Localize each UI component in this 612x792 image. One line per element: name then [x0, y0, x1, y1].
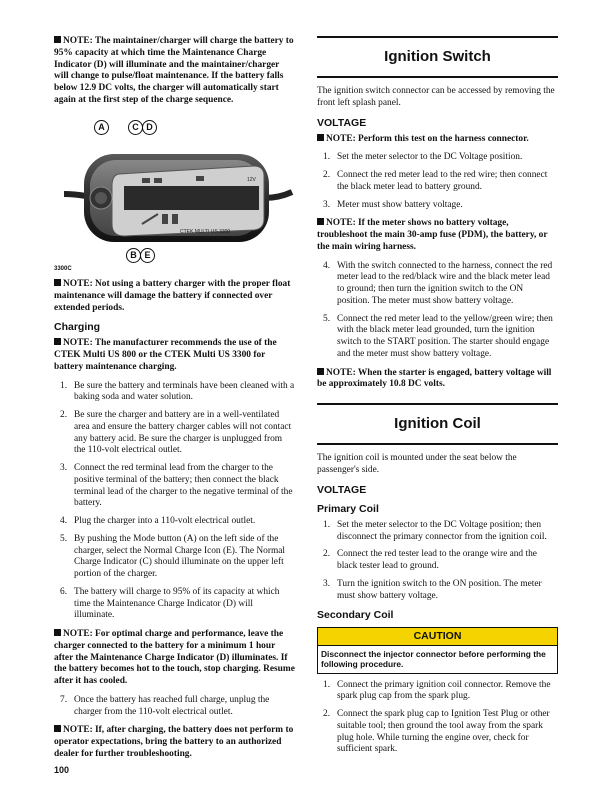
- caution-box: [317, 627, 558, 674]
- step-text: Connect the spark plug cap to Ignition Test Plug or other suitable tool; then ground the tool away from the spark plug hole. While turning the engine over, check for sufficient spark.: [337, 709, 550, 755]
- step-text: Be sure the battery and terminals have been cleaned with a baking soda and water solution.: [74, 380, 295, 403]
- list-item: [317, 680, 558, 704]
- step-number: 1.: [323, 679, 331, 690]
- caution-title: CAUTION: [318, 628, 557, 646]
- note-text: NOTE: When the starter is engaged, battery voltage will be approximately 10.8 DC volts.: [317, 367, 552, 390]
- section-title-ignition-switch: Ignition Switch: [317, 36, 558, 78]
- volt-label: 12V: [247, 176, 256, 183]
- callout-e: E: [140, 248, 155, 263]
- switch-steps-a: [317, 152, 558, 211]
- note-dealer: [54, 725, 295, 760]
- step-text: By pushing the Mode button (A) on the left side of the charger, select the Normal Charge Icon (E). The Normal Charge Indicator (C) should illuminate on the upper left portion of the charger.: [74, 533, 286, 580]
- callout-c: C: [128, 120, 143, 135]
- list-item: [54, 534, 295, 581]
- list-item: [317, 261, 558, 308]
- step-text: The battery will charge to 95% of its capacity at which time the Maintenance Charge Indicator (D) will illuminate.: [74, 586, 280, 621]
- step-text: Once the battery has reached full charge, unplug the charger from the 110-volt electrical outlet.: [74, 694, 270, 717]
- step-number: 4.: [60, 516, 68, 527]
- step-number: 2.: [323, 549, 331, 560]
- list-item: [317, 579, 558, 603]
- step-number: 3.: [60, 463, 68, 474]
- step-number: 7.: [60, 694, 68, 705]
- note-charger-95: [54, 36, 295, 107]
- step-text: With the switch connected to the harness, connect the red meter lead to the red/black wire and the black meter lead to ground; then turn the ignition switch to the ON position. The meter must show battery voltage.: [337, 260, 553, 306]
- charging-steps: [54, 381, 295, 623]
- note-text: NOTE: The manufacturer recommends the use of the CTEK Multi US 800 or the CTEK Multi US 3300 for battery maintenance charging.: [54, 338, 277, 372]
- heading-voltage: VOLTAGE: [317, 116, 367, 129]
- list-item: [317, 200, 558, 212]
- note-text: NOTE: If the meter shows no battery voltage, troubleshoot the main 30-amp fuse (PDM), the battery, or the main wiring harness.: [317, 218, 548, 252]
- list-item: [317, 152, 558, 164]
- step-text: Connect the red meter lead to the red wire; then connect the black meter lead to battery ground.: [337, 170, 548, 192]
- list-item: [54, 463, 295, 510]
- list-item: [317, 709, 558, 756]
- step-number: 4.: [323, 260, 331, 271]
- left-column: [54, 36, 295, 768]
- note-text: NOTE: If, after charging, the battery does not perform to operator expectations, bring the battery to an authorized dealer for further troubleshooting.: [54, 725, 294, 759]
- step-text: Be sure the charger and battery are in a well-ventilated area and ensure the battery charger cables will not contact any battery acid. Be sure the charger is unplugged from the 110-volt electrical outlet.: [74, 410, 292, 456]
- step-text: Connect the primary ignition coil connector. Remove the spark plug cap from the spark plug.: [337, 679, 551, 702]
- step-number: 1.: [323, 152, 331, 163]
- note-square-icon: [54, 725, 61, 732]
- list-item: [54, 695, 295, 719]
- brand-label: CTEK MULTI US 3300: [180, 228, 231, 235]
- charger-figure: [54, 114, 295, 264]
- note-square-icon: [54, 279, 61, 286]
- step-number: 2.: [323, 170, 331, 181]
- note-harness: [317, 134, 558, 146]
- step-text: Connect the red meter lead to the yellow/green wire; then with the black meter lead grounded, turn the ignition switch to the START position. The starter should engage and the meter must show battery voltage.: [337, 313, 553, 359]
- list-item: [317, 549, 558, 573]
- callout-b: B: [126, 248, 141, 263]
- step-number: 5.: [323, 313, 331, 324]
- step-number: 2.: [323, 709, 331, 720]
- step-text: Set the meter selector to the DC Voltage position.: [337, 152, 523, 163]
- step-text: Plug the charger into a 110-volt electrical outlet.: [74, 516, 256, 527]
- callout-a: A: [94, 120, 109, 135]
- note-no-voltage: [317, 218, 558, 253]
- note-text: NOTE: Perform this test on the harness connector.: [326, 133, 529, 144]
- list-item: [317, 314, 558, 361]
- list-item: [54, 516, 295, 528]
- charging-steps-cont: [54, 695, 295, 719]
- note-square-icon: [54, 338, 61, 345]
- step-number: 1.: [323, 519, 331, 530]
- step-text: Set the meter selector to the DC Voltage position; then disconnect the primary connector from the ignition coil.: [337, 519, 547, 542]
- note-text: NOTE: The maintainer/charger will charge the battery to 95% capacity at which time the Maintenance Charge Indicator (D) will illuminate and the maintainer/charger will change to pulse/float maintenance. If the battery falls below 12.9 DC volts, the charger will automatically start again at the first step of the charge sequence.: [54, 36, 294, 105]
- note-square-icon: [317, 368, 324, 375]
- heading-charging: Charging: [54, 321, 101, 334]
- note-ctek-recommend: [54, 338, 295, 373]
- list-item: [54, 410, 295, 457]
- step-number: 5.: [60, 533, 68, 544]
- switch-steps-b: [317, 261, 558, 361]
- step-number: 3.: [323, 199, 331, 210]
- note-square-icon: [317, 134, 324, 141]
- heading-voltage-coil: VOLTAGE: [317, 483, 367, 496]
- list-item: [54, 381, 295, 405]
- step-text: Connect the red tester lead to the orange wire and the black tester lead to ground.: [337, 549, 537, 572]
- primary-coil-steps: [317, 520, 558, 603]
- right-column: [317, 36, 558, 763]
- ignition-coil-intro: The ignition coil is mounted under the seat below the passenger's side.: [317, 453, 517, 475]
- note-text: NOTE: For optimal charge and performance, leave the charger connected to the battery for a minimum 1 hour after the Maintenance Charge Indicator (D) illuminates. If the battery becomes hot to the touch, stop charging. Resume after it has cooled.: [54, 629, 295, 687]
- note-square-icon: [317, 218, 324, 225]
- step-number: 3.: [323, 578, 331, 589]
- figure-code: 3300C: [54, 265, 72, 272]
- step-text: Meter must show battery voltage.: [337, 199, 463, 210]
- note-text: NOTE: Not using a battery charger with the proper float maintenance will damage the battery if connected over extended periods.: [54, 279, 291, 313]
- ctek-charger-illustration: [54, 114, 295, 264]
- page-number: 100: [54, 765, 70, 775]
- ignition-switch-intro: The ignition switch connector can be accessed by removing the front left splash panel.: [317, 86, 555, 108]
- caution-text: Disconnect the injector connector before performing the following procedure.: [321, 648, 546, 670]
- note-optimal-charge: [54, 629, 295, 688]
- step-number: 6.: [60, 586, 68, 597]
- note-square-icon: [54, 629, 61, 636]
- note-square-icon: [54, 36, 61, 43]
- section-title-ignition-coil: Ignition Coil: [317, 403, 558, 445]
- step-number: 2.: [60, 410, 68, 421]
- list-item: [317, 520, 558, 544]
- step-text: Connect the red terminal lead from the charger to the positive terminal of the battery; then connect the black terminal lead of the charger to the negative terminal of the battery.: [74, 463, 293, 509]
- step-number: 1.: [60, 380, 68, 391]
- callout-d: D: [142, 120, 157, 135]
- note-starter-voltage: [317, 368, 558, 392]
- heading-secondary-coil: Secondary Coil: [317, 609, 394, 622]
- list-item: [54, 587, 295, 622]
- note-float-maintenance: [54, 279, 295, 314]
- list-item: [317, 170, 558, 194]
- secondary-coil-steps: [317, 680, 558, 757]
- heading-primary-coil: Primary Coil: [317, 502, 379, 515]
- step-text: Turn the ignition switch to the ON position. The meter must show battery voltage.: [337, 578, 542, 601]
